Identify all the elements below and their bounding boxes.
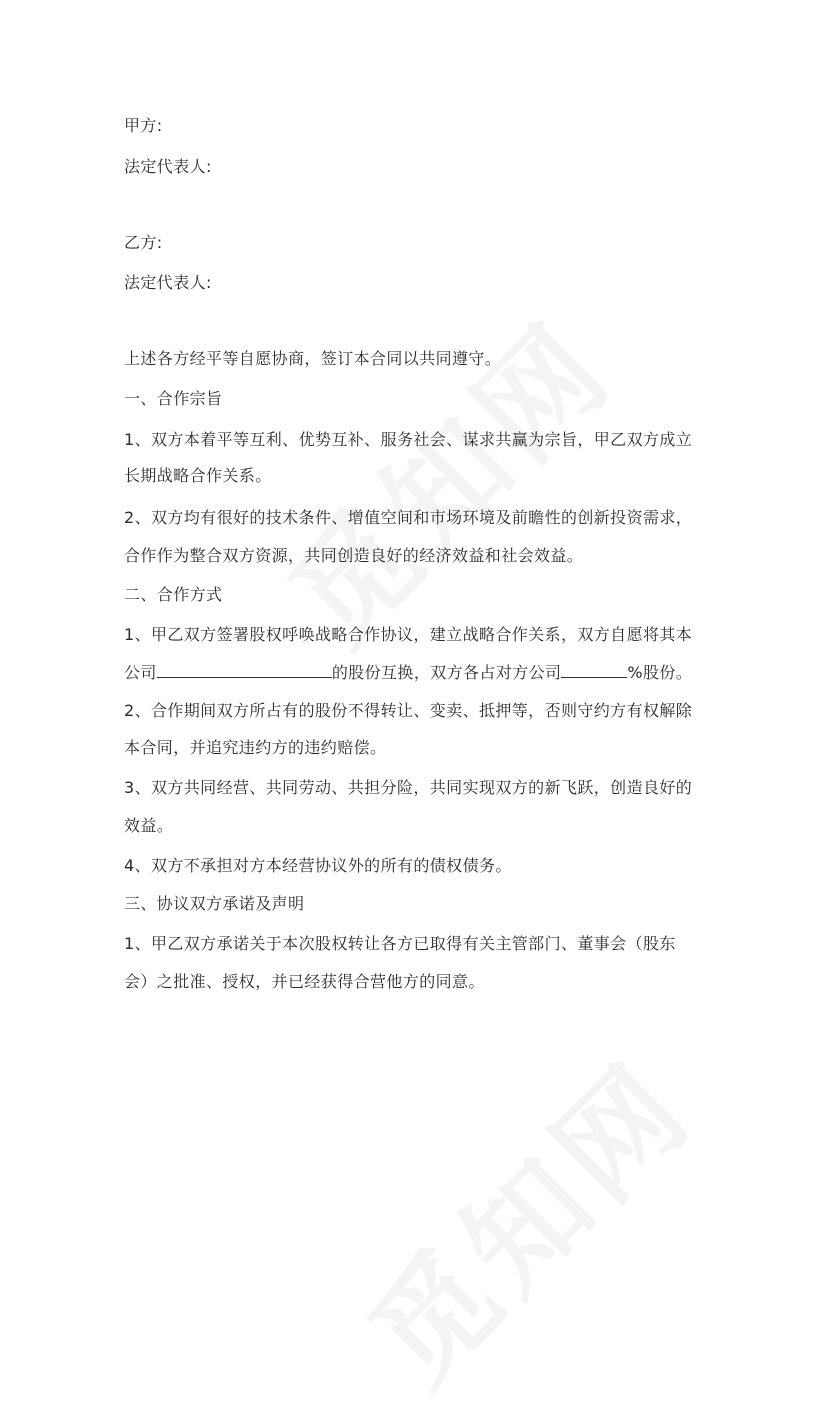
party-b-label: 乙方: [124, 233, 163, 252]
section-1-item-2-line-1: 2、双方均有很好的技术条件、增值空间和市场环境及前瞻性的创新投资需求， [124, 508, 693, 527]
watermark-bottom [326, 1017, 723, 1414]
share-percent-blank[interactable] [561, 661, 627, 678]
section-3-item-1-line-1: 1、甲乙双方承诺关于本次股权转让各方已取得有关主管部门、董事会（股东 [124, 934, 676, 953]
party-b-rep-label: 法定代表人: [124, 273, 212, 292]
preamble: 上述各方经平等自愿协商，签订本合同以共同遵守。 [124, 349, 502, 368]
party-a-rep-label: 法定代表人: [124, 157, 212, 176]
section-2-item-2-line-2: 本合同，并追究违约方的违约赔偿。 [124, 738, 387, 757]
section-1-title: 一、合作宗旨 [124, 389, 223, 408]
section-2-item-1-line-2 [124, 661, 692, 683]
section-1-item-1-line-2: 长期战略合作关系。 [124, 466, 272, 485]
section-2-item-3-line-2: 效益。 [124, 816, 174, 835]
company-name-blank[interactable] [157, 661, 332, 678]
section-1-item-2-line-2: 合作作为整合双方资源，共同创造良好的经济效益和社会效益。 [124, 546, 584, 565]
section-3-item-1-line-2: 会）之批准、授权，并已经获得合营他方的同意。 [124, 972, 485, 991]
share-exchange-text: 的股份互换，双方各占对方公司 [331, 663, 562, 682]
section-2-item-2-line-1: 2、合作期间双方所占有的股份不得转让、变卖、抵押等，否则守约方有权解除 [124, 701, 693, 720]
percent-shares-text: %股份。 [627, 663, 693, 682]
party-a-label: 甲方: [124, 116, 163, 135]
section-3-title: 三、协议双方承诺及声明 [124, 894, 305, 913]
section-2-title: 二、合作方式 [124, 585, 223, 604]
section-2-item-3-line-1: 3、双方共同经营、共同劳动、共担分险，共同实现双方的新飞跃，创造良好的 [124, 778, 693, 797]
section-2-item-1-line-1: 1、甲乙双方签署股权呼唤战略合作协议，建立战略合作关系，双方自愿将其本 [124, 625, 693, 644]
watermark [246, 277, 643, 674]
section-2-item-4-line-1: 4、双方不承担对方本经营协议外的所有的债权债务。 [124, 856, 512, 875]
company-prefix: 公司 [124, 663, 157, 682]
section-1-item-1-line-1: 1、双方本着平等互利、优势互补、服务社会、谋求共赢为宗旨，甲乙双方成立 [124, 430, 693, 449]
